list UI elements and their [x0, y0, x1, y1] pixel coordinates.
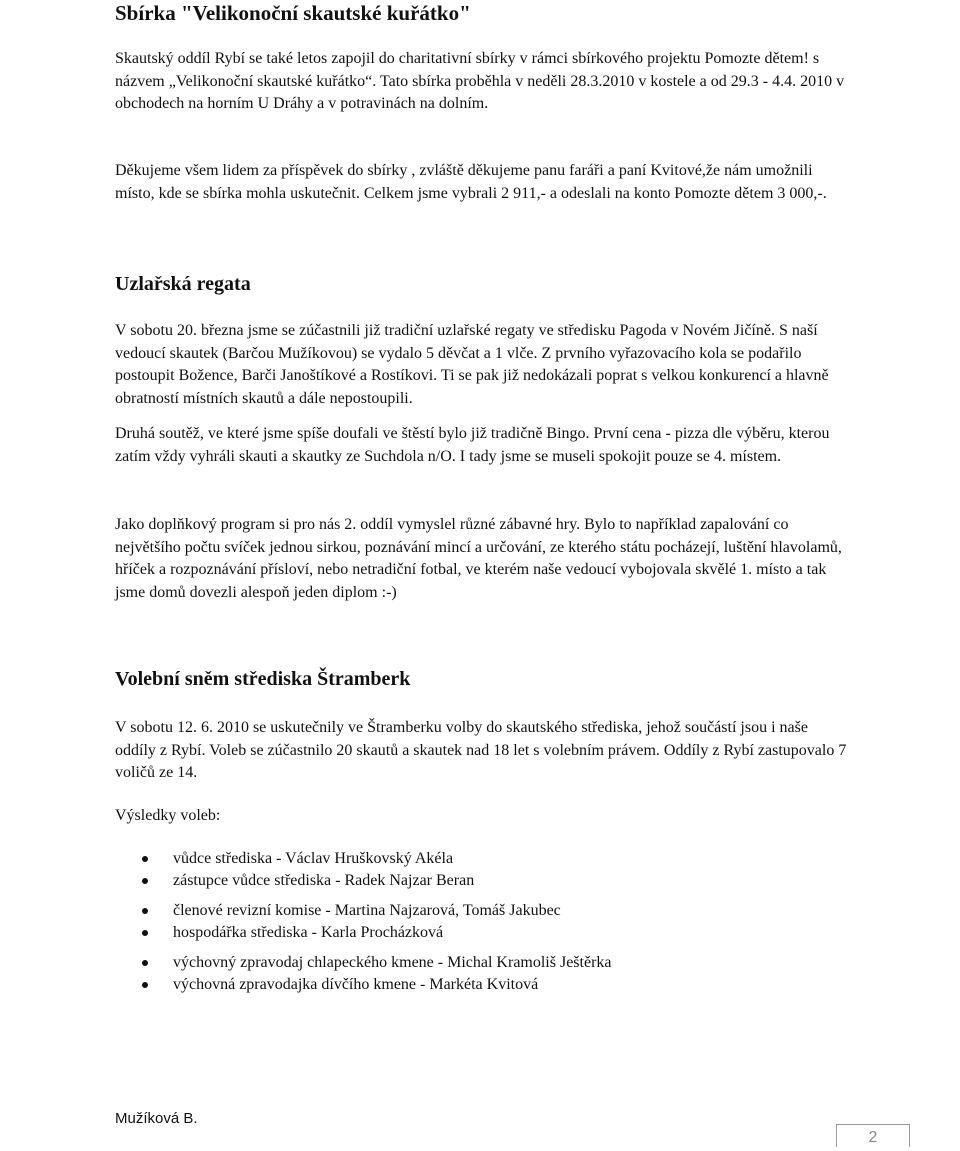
footer-author: Mužíková B.	[115, 1110, 198, 1127]
heading-volebni-snem: Volební sněm střediska Štramberk	[115, 668, 411, 690]
paragraph-sbirka-intro: Skautský oddíl Rybí se také letos zapojil do charitativní sbírky v rámci sbírkového projektu Pomozte dětem! s názvem „Velikonoční skautské kuřátko“. Tato sbírka proběhla v neděli 28.3.2010 v kostele a od 29.3 - 4.4. 2010 v obchodech na horním U Dráhy a v potravinách na dolním.	[115, 50, 845, 112]
heading-uzlarska-regata: Uzlařská regata	[115, 273, 251, 295]
paragraph-regata-bingo: Druhá soutěž, ve které jsme spíše doufali ve štěstí bylo již tradičně Bingo. První cena - pizza dle výběru, kterou zatím vždy vyhráli skauti a skautky ze Suchdola n/O. I tady jsme se museli spokojit pouze se 4. místem.	[115, 425, 830, 465]
paragraph-regata-program: Jako doplňkový program si pro nás 2. oddíl vymyslel různé zábavné hry. Bylo to například zapalování co největšího počtu svíček jednou sirkou, poznávání mincí a určování, ze kterého státu pocházejí, luštění hlavolamů, hříček a rozpoznávání přísloví, nebo netradiční fotbal, ve kterém naše vedoucí vybojovala skvělé 1. místo a tak jsme domů dovezli alespoň jeden diplom :-)	[115, 516, 842, 601]
list-item: vůdce střediska - Václav Hruškovský Akéla	[115, 848, 850, 870]
paragraph-regata-intro: V sobotu 20. března jsme se zúčastnili již tradiční uzlařské regaty ve středisku Pagoda v Novém Jičíně. S naší vedoucí skautek (Barčou Mužíkovou) se vydalo 5 děvčat a 1 vlče. Z prvního vyřazovacího kola se podařilo postoupit Božence, Barči Janoštíkové a Rostíkovi. Ti se pak již nedokázali poprat s velkou konkurencí a hlavně obratností místních skautů a dále nepostoupili.	[115, 322, 829, 407]
list-item: členové revizní komise - Martina Najzarová, Tomáš Jakubec	[115, 900, 850, 922]
list-item: hospodářka střediska - Karla Procházková	[115, 922, 850, 944]
list-item: výchovná zpravodajka dívčího kmene - Markéta Kvitová	[115, 974, 850, 996]
heading-sbirka: Sbírka "Velikonoční skautské kuřátko"	[115, 1, 471, 25]
results-label: Výsledky voleb:	[115, 807, 221, 824]
list-item: zástupce vůdce střediska - Radek Najzar Beran	[115, 870, 850, 892]
results-list	[115, 848, 850, 995]
page-number: 2	[836, 1124, 910, 1147]
paragraph-volby-intro: V sobotu 12. 6. 2010 se uskutečnily ve Štramberku volby do skautského střediska, jehož součástí jsou i naše oddíly z Rybí. Voleb se zúčastnilo 20 skautů a skautek nad 18 let s volebním právem. Oddíly z Rybí zastupovalo 7 voličů ze 14.	[115, 719, 847, 781]
paragraph-sbirka-thanks: Děkujeme všem lidem za příspěvek do sbírky , zvláště děkujeme panu faráři a paní Kvitové,že nám umožnili místo, kde se sbírka mohla uskutečnit. Celkem jsme vybrali 2 911,- a odeslali na konto Pomozte dětem 3 000,-.	[115, 162, 827, 202]
list-item: výchovný zpravodaj chlapeckého kmene - Michal Kramoliš Ještěrka	[115, 952, 850, 974]
